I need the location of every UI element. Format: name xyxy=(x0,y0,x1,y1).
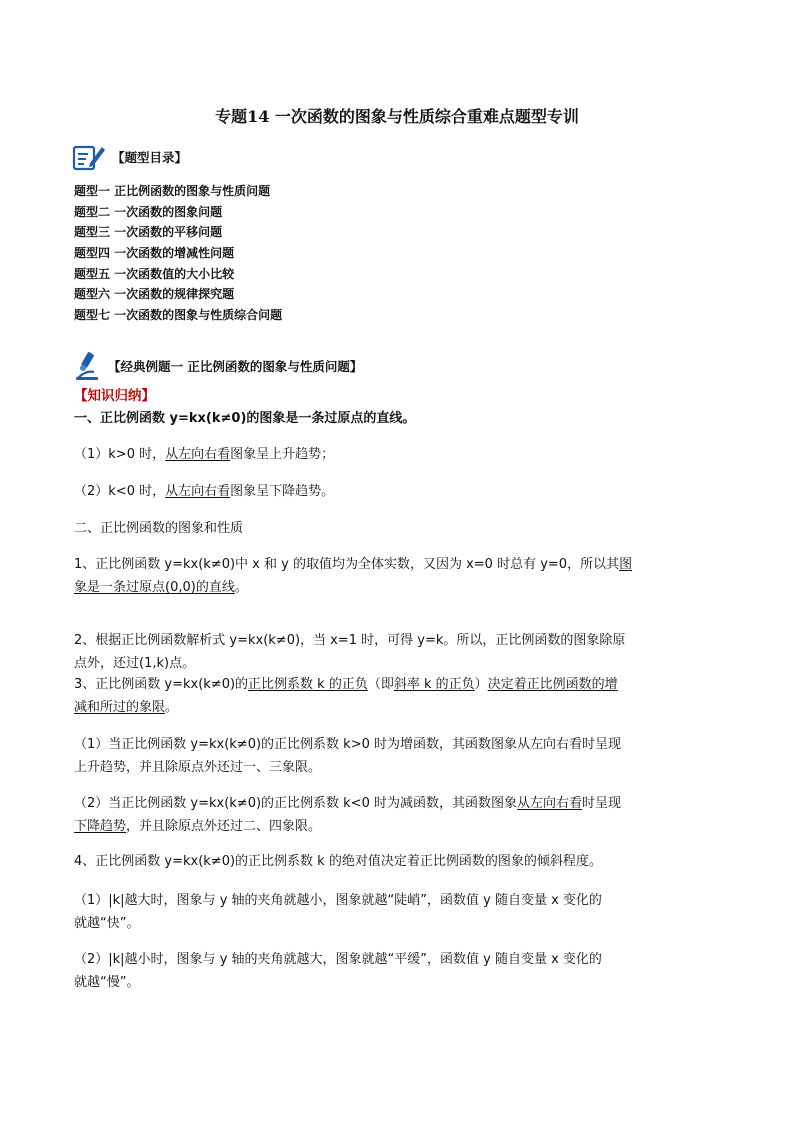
paragraph-11 xyxy=(74,889,724,935)
paragraph-10: 4、正比例函数 y=kx(k≠0)的正比例系数 k 的绝对值决定着正比例函数的图象的倾斜程度。 xyxy=(74,854,602,869)
text: （2）|k|越小时，图象与 y 轴的夹角就越大，图象就越“平缓”，函数值 y 随自变量 x 变化的 xyxy=(74,952,602,967)
underlined-text: 象是一条过原点(0,0)的直线 xyxy=(74,580,235,595)
notepad-pen-icon xyxy=(72,143,106,171)
text: （2）当正比例函数 y=kx(k≠0)的正比例系数 k<0 时为减函数，其函数图象 xyxy=(74,796,518,811)
underlined-text: 斜率 k 的正负 xyxy=(393,677,475,692)
underlined-text: 从左向右看 xyxy=(165,484,231,499)
paragraph-12 xyxy=(74,948,724,994)
microscope-icon xyxy=(72,350,102,382)
toc-item[interactable]: 题型一 正比例函数的图象与性质问题 xyxy=(74,184,271,198)
paragraph-8 xyxy=(74,733,724,779)
underlined-text: 决定着正比例函数的增 xyxy=(487,677,618,692)
underlined-text: 从左向右看 xyxy=(517,796,583,811)
toc-item[interactable]: 题型三 一次函数的平移问题 xyxy=(74,225,223,240)
toc-item[interactable]: 题型七 一次函数的图象与性质综合问题 xyxy=(74,308,283,323)
toc-item[interactable]: 题型六 一次函数的规律探究题 xyxy=(74,287,235,302)
paragraph-7 xyxy=(74,673,724,719)
paragraph-4: 二、正比例函数的图象和性质 xyxy=(74,521,244,536)
paragraph-5 xyxy=(74,553,724,599)
text: 点外，还过(1,k)点。 xyxy=(74,656,196,671)
text: 就越“慢”。 xyxy=(74,975,140,990)
toc-item[interactable]: 题型二 一次函数的图象问题 xyxy=(74,204,223,219)
text: 2、根据正比例函数解析式 y=kx(k≠0)，当 x=1 时，可得 y=k。所以，正比例函数的图象除原 xyxy=(74,633,626,648)
text: （1）k>0 时， xyxy=(74,447,166,462)
knowledge-label: 【知识归纳】 xyxy=(74,388,155,404)
toc-heading xyxy=(72,143,187,171)
text: （即 xyxy=(367,677,394,692)
paragraph-3 xyxy=(74,480,724,503)
underlined-text: 图 xyxy=(619,557,633,572)
toc-item[interactable]: 题型五 一次函数值的大小比较 xyxy=(74,266,235,281)
page-title: 专题14 一次函数的图象与性质综合重难点题型专训 xyxy=(215,107,579,126)
underlined-text: 从左向右看 xyxy=(165,447,231,462)
text: 就越“快”。 xyxy=(74,916,140,931)
toc-heading-label: 【题型目录】 xyxy=(112,150,188,165)
text: 图象呈下降趋势。 xyxy=(230,484,335,499)
text: （1）当正比例函数 y=kx(k≠0)的正比例系数 k>0 时为增函数，其函数图象从左向右看时呈现 xyxy=(74,737,622,752)
text: 上升趋势，并且除原点外还过一、三象限。 xyxy=(74,760,322,775)
underlined-text: 下降趋势 xyxy=(74,819,127,834)
paragraph-2 xyxy=(74,443,724,466)
text: 图象呈上升趋势； xyxy=(230,447,335,462)
text: （1）|k|越大时，图象与 y 轴的夹角就越小，图象就越“陡峭”，函数值 y 随自变量 x 变化的 xyxy=(74,893,602,908)
text: 1、正比例函数 y=kx(k≠0)中 x 和 y 的取值均为全体实数，又因为 x=0 时总有 y=0，所以其 xyxy=(74,557,620,572)
paragraph-9 xyxy=(74,792,724,838)
section-heading-label: 【经典例题一 正比例函数的图象与性质问题】 xyxy=(108,359,363,374)
text: 。 xyxy=(234,580,248,595)
underlined-text: 正比例系数 k 的正负 xyxy=(248,677,368,692)
text: ，并且除原点外还过二、四象限。 xyxy=(126,819,322,834)
text: 3、正比例函数 y=kx(k≠0)的 xyxy=(74,677,249,692)
paragraph-6 xyxy=(74,629,724,675)
toc-item[interactable]: 题型四 一次函数的增减性问题 xyxy=(74,246,235,261)
text: （2）k<0 时， xyxy=(74,484,166,499)
text: 时呈现 xyxy=(582,796,622,811)
toc-list xyxy=(74,181,282,326)
underlined-text: 减和所过的象限 xyxy=(74,700,166,715)
section-heading xyxy=(72,350,362,382)
paragraph-1: 一、正比例函数 y=kx(k≠0)的图象是一条过原点的直线。 xyxy=(74,411,416,426)
text: ） xyxy=(474,677,488,692)
text: 。 xyxy=(165,700,179,715)
